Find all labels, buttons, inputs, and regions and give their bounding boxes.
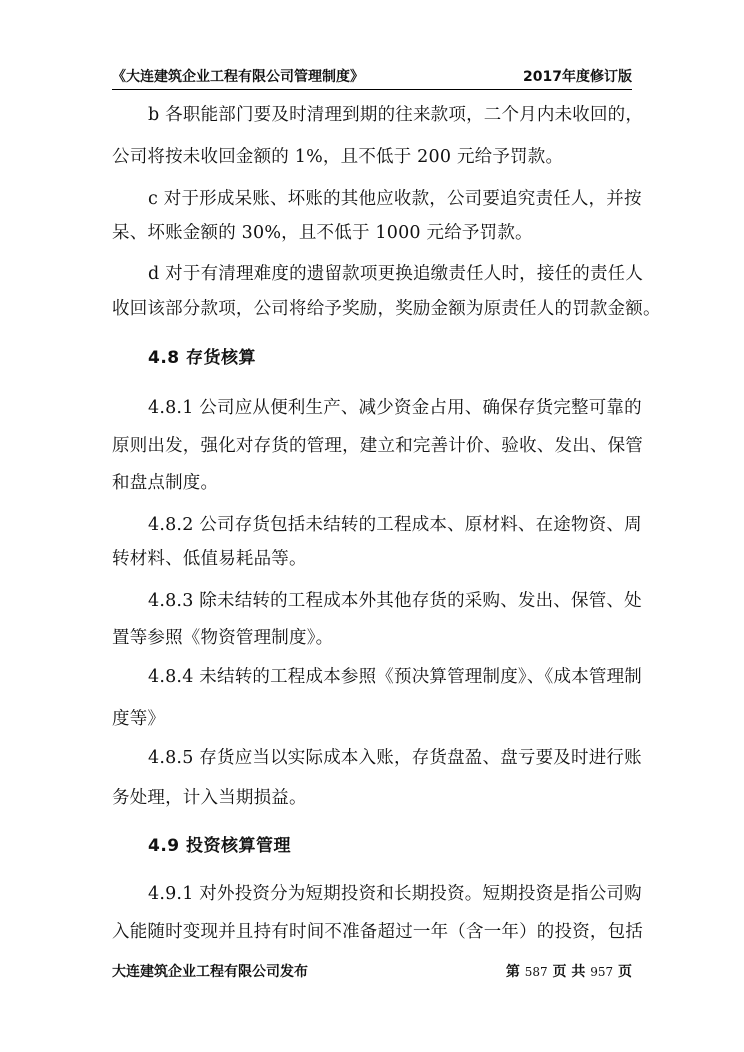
paragraph-line: 呆、坏账金额的 30%，且不低于 1000 元给予罚款。 <box>112 223 533 243</box>
header-edition: 2017年度修订版 <box>523 69 632 85</box>
paragraph-line: 4.8.5 存货应当以实际成本入账，存货盘盈、盘亏要及时进行账 <box>148 748 642 768</box>
header-divider <box>112 89 632 90</box>
paragraph-line: 转材料、低值易耗品等。 <box>112 549 307 569</box>
total-pages: 957 <box>590 965 614 979</box>
paragraph-line: 4.8.3 除未结转的工程成本外其他存货的采购、发出、保管、处 <box>148 591 642 611</box>
page-footer <box>112 961 632 983</box>
current-page: 587 <box>524 965 548 979</box>
paragraph-line: 原则出发，强化对存货的管理，建立和完善计价、验收、发出、保管 <box>112 436 643 456</box>
paragraph-line: 务处理，计入当期损益。 <box>112 788 307 808</box>
section-heading-4-9: 4.9 投资核算管理 <box>148 836 292 856</box>
paragraph-line: 和盘点制度。 <box>112 473 219 493</box>
paragraph-line: b 各职能部门要及时清理到期的往来款项，二个月内未收回的， <box>148 105 644 125</box>
footer-publisher: 大连建筑企业工程有限公司发布 <box>112 964 308 980</box>
paragraph-line: 度等》 <box>112 709 166 729</box>
header-document-title: 《大连建筑企业工程有限公司管理制度》 <box>112 69 364 85</box>
paragraph-line: 收回该部分款项，公司将给予奖励，奖励金额为原责任人的罚款金额。 <box>112 299 661 319</box>
footer-page-number <box>506 961 632 981</box>
paragraph-line: 公司将按未收回金额的 1%，且不低于 200 元给予罚款。 <box>112 147 564 167</box>
page-mid: 页 共 <box>552 964 586 980</box>
paragraph-line: 4.8.4 未结转的工程成本参照《预决算管理制度》、《成本管理制 <box>148 667 642 687</box>
page-header <box>112 66 632 88</box>
paragraph-line: c 对于形成呆账、坏账的其他应收款，公司要追究责任人，并按 <box>148 189 642 209</box>
paragraph-line: 4.8.1 公司应从便利生产、减少资金占用、确保存货完整可靠的 <box>148 398 642 418</box>
page-suffix: 页 <box>618 964 632 980</box>
paragraph-line: 置等参照《物资管理制度》。 <box>112 628 334 648</box>
page-prefix: 第 <box>505 964 520 980</box>
paragraph-line: 4.9.1 对外投资分为短期投资和长期投资。短期投资是指公司购 <box>148 884 642 904</box>
paragraph-line: 入能随时变现并且持有时间不准备超过一年（含一年）的投资，包括 <box>112 922 643 942</box>
section-heading-4-8: 4.8 存货核算 <box>148 348 257 368</box>
paragraph-line: 4.8.2 公司存货包括未结转的工程成本、原材料、在途物资、周 <box>148 515 642 535</box>
paragraph-line: d 对于有清理难度的遗留款项更换追缴责任人时，接任的责任人 <box>148 264 644 284</box>
